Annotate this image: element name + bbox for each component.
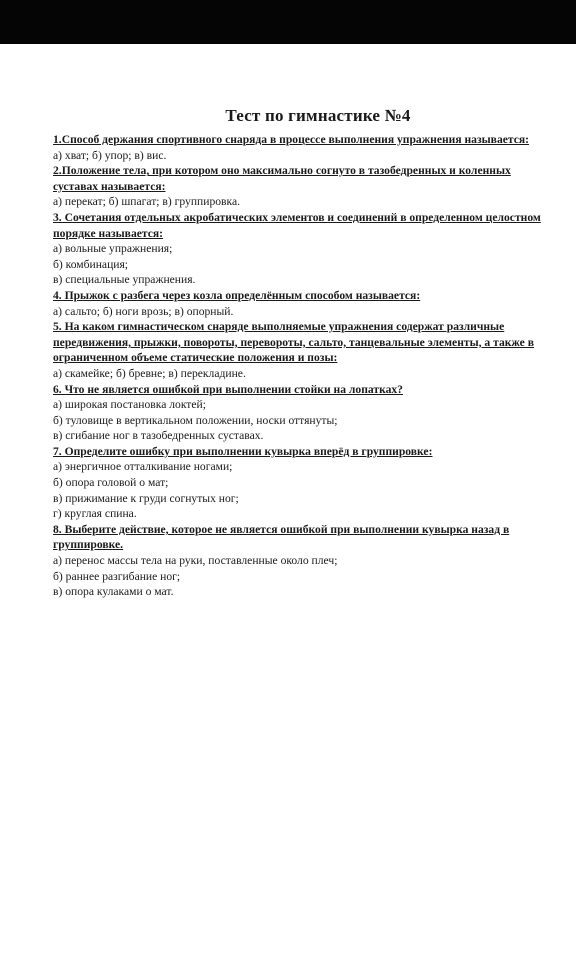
answer-7d: г) круглая спина. — [53, 507, 137, 521]
question-1: 1.Способ держания спортивного снаряда в процессе выполнения упражнения называется: — [53, 133, 530, 146]
question-8: 8. Выберите действие, которое не является ошибкой при выполнении кувырка назад в группировке. — [53, 522, 510, 552]
answer-8b: б) раннее разгибание ног; — [53, 569, 181, 583]
answer-8c: в) опора кулаками о мат. — [53, 585, 174, 599]
answer-8a: а) перенос массы тела на руки, поставленные около плеч; — [53, 554, 338, 568]
question-3: 3. Сочетания отдельных акробатических элементов и соединений в определенном целостном порядке называется: — [53, 210, 541, 240]
question-7: 7. Определите ошибку при выполнении кувырка вперёд в группировке: — [53, 444, 433, 458]
document-title: Тест по гимнастике №4 — [225, 106, 411, 125]
question-5: 5. На каком гимнастическом снаряде выполняемые упражнения содержат различные передвижения, прыжки, повороты, перевороты, сальто, танцевальные элементы, а также в ограниченном объеме статические положения и позы: — [53, 320, 534, 365]
answer-5a: а) скамейке; б) бревне; в) перекладине. — [53, 366, 246, 380]
answer-6c: в) сгибание ног в тазобедренных суставах. — [53, 429, 264, 443]
answer-6b: б) туловище в вертикальном положении, носки оттянуты; — [53, 413, 338, 427]
answer-2a: а) перекат; б) шпагат; в) группировка. — [53, 195, 241, 209]
answer-7b: б) опора головой о мат; — [53, 476, 169, 490]
test-document — [53, 106, 543, 600]
question-6: 6. Что не является ошибкой при выполнении стойки на лопатках? — [53, 382, 403, 396]
answer-6a: а) широкая постановка локтей; — [53, 398, 206, 412]
question-2: 2.Положение тела, при котором оно максимально согнуто в тазобедренных и коленных суставах называется: — [53, 164, 511, 193]
answer-7c: в) прижимание к груди согнутых ног; — [53, 491, 239, 505]
answer-1a: а) хват; б) упор; в) вис. — [53, 148, 167, 162]
top-black-bar — [0, 0, 576, 44]
answer-7a: а) энергичное отталкивание ногами; — [53, 460, 233, 474]
answer-3b: б) комбинация; — [53, 257, 129, 271]
answer-3c: в) специальные упражнения. — [53, 273, 196, 287]
answer-3a: а) вольные упражнения; — [53, 242, 173, 256]
question-4: 4. Прыжок с разбега через козла определённым способом называется: — [53, 288, 421, 302]
answer-4a: а) сальто; б) ноги врозь; в) опорный. — [53, 304, 234, 318]
